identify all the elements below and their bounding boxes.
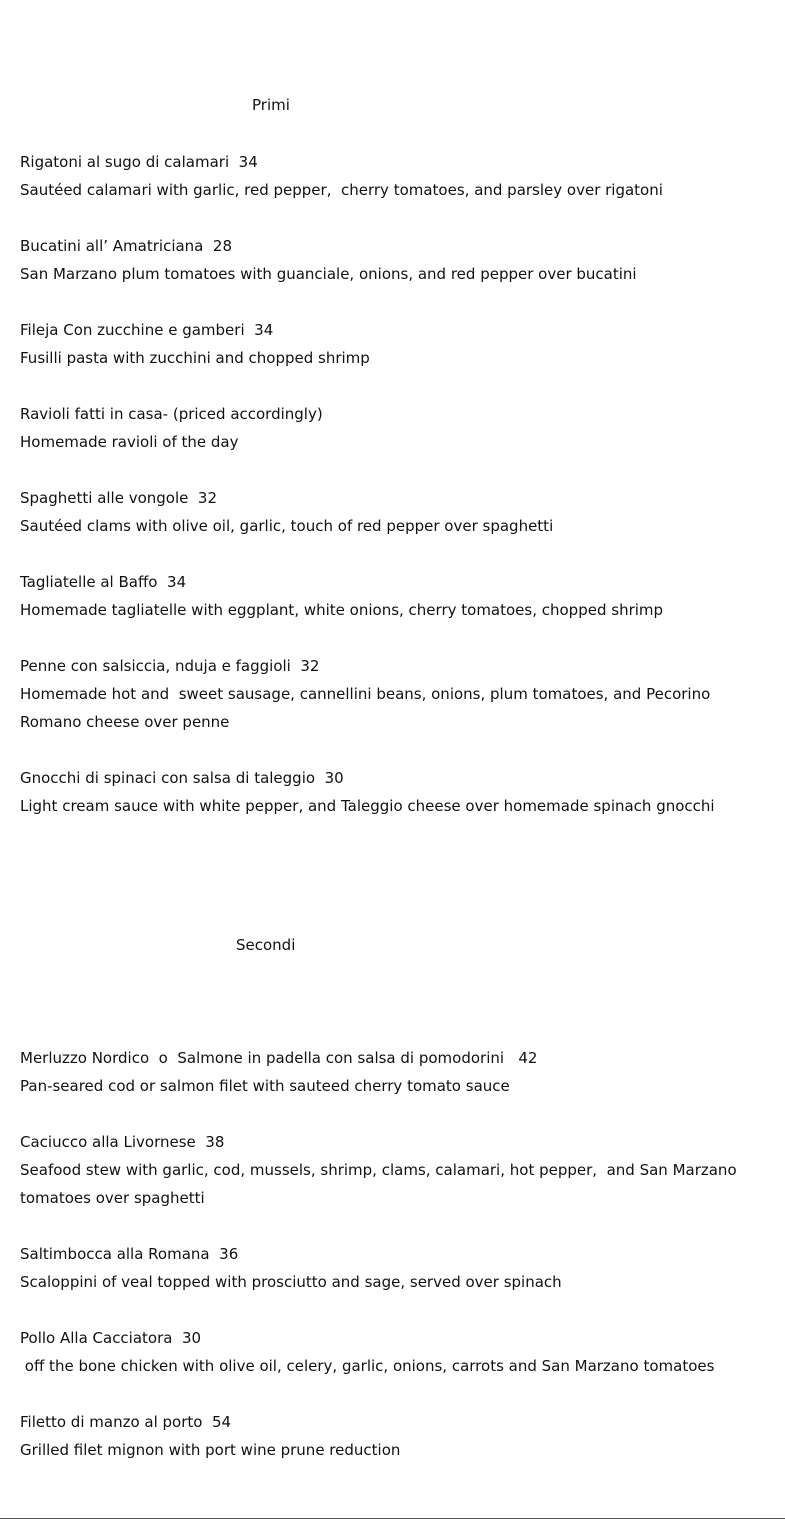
menu-item-title: Pollo Alla Cacciatora 30 [20,1329,202,1347]
menu-item-description: Sautéed clams with olive oil, garlic, touch of red pepper over spaghetti [20,517,554,535]
menu-item [20,764,770,820]
section-title-secondi: Secondi [236,936,296,954]
menu-item-description: Fusilli pasta with zucchini and chopped shrimp [20,349,370,367]
section-title-primi: Primi [252,96,290,114]
menu-item-title: Tagliatelle al Baffo 34 [20,573,187,591]
menu-item [20,148,770,204]
menu-item [20,1408,770,1464]
menu-item-description: Homemade hot and sweet sausage, cannellini beans, onions, plum tomatoes, and Pecorino Romano cheese over penne [20,685,716,731]
menu-item-title: Penne con salsiccia, nduja e faggioli 32 [20,657,320,675]
menu-item-description: Pan-seared cod or salmon filet with sauteed cherry tomato sauce [20,1077,510,1095]
menu-item-description: off the bone chicken with olive oil, celery, garlic, onions, carrots and San Marzano tomatoes [20,1357,715,1375]
menu-item [20,652,770,736]
bottom-divider [0,1518,785,1519]
menu-item-title: Ravioli fatti in casa- (priced accordingly) [20,405,323,423]
menu-item [20,316,770,372]
menu-item-title: Gnocchi di spinaci con salsa di taleggio 30 [20,769,344,787]
menu-item-description: Sautéed calamari with garlic, red pepper, cherry tomatoes, and parsley over rigatoni [20,181,663,199]
menu-item [20,232,770,288]
menu-item-title: Saltimbocca alla Romana 36 [20,1245,239,1263]
menu-item-description: Homemade ravioli of the day [20,433,239,451]
menu-item-description: Scaloppini of veal topped with prosciutto and sage, served over spinach [20,1273,562,1291]
menu-item-title: Rigatoni al sugo di calamari 34 [20,153,258,171]
menu-item [20,1240,770,1296]
menu-item [20,568,770,624]
menu-item-description: Seafood stew with garlic, cod, mussels, shrimp, clams, calamari, hot pepper, and San Marzano tomatoes over spaghetti [20,1161,742,1207]
menu-item-description: Grilled filet mignon with port wine prune reduction [20,1441,401,1459]
menu-item-title: Spaghetti alle vongole 32 [20,489,217,507]
menu-item [20,1128,770,1212]
menu-item [20,400,770,456]
menu-item-title: Fileja Con zucchine e gamberi 34 [20,321,274,339]
menu-item-description: Homemade tagliatelle with eggplant, white onions, cherry tomatoes, chopped shrimp [20,601,664,619]
menu-item-description: Light cream sauce with white pepper, and Taleggio cheese over homemade spinach gnocchi [20,797,715,815]
menu-item-description: San Marzano plum tomatoes with guanciale, onions, and red pepper over bucatini [20,265,637,283]
menu-item [20,1324,770,1380]
menu-item [20,484,770,540]
menu-item-title: Filetto di manzo al porto 54 [20,1413,232,1431]
menu-item-title: Merluzzo Nordico o Salmone in padella con salsa di pomodorini 42 [20,1049,538,1067]
menu-item-title: Bucatini all’ Amatriciana 28 [20,237,232,255]
menu-item [20,1044,770,1100]
menu-item-title: Caciucco alla Livornese 38 [20,1133,225,1151]
